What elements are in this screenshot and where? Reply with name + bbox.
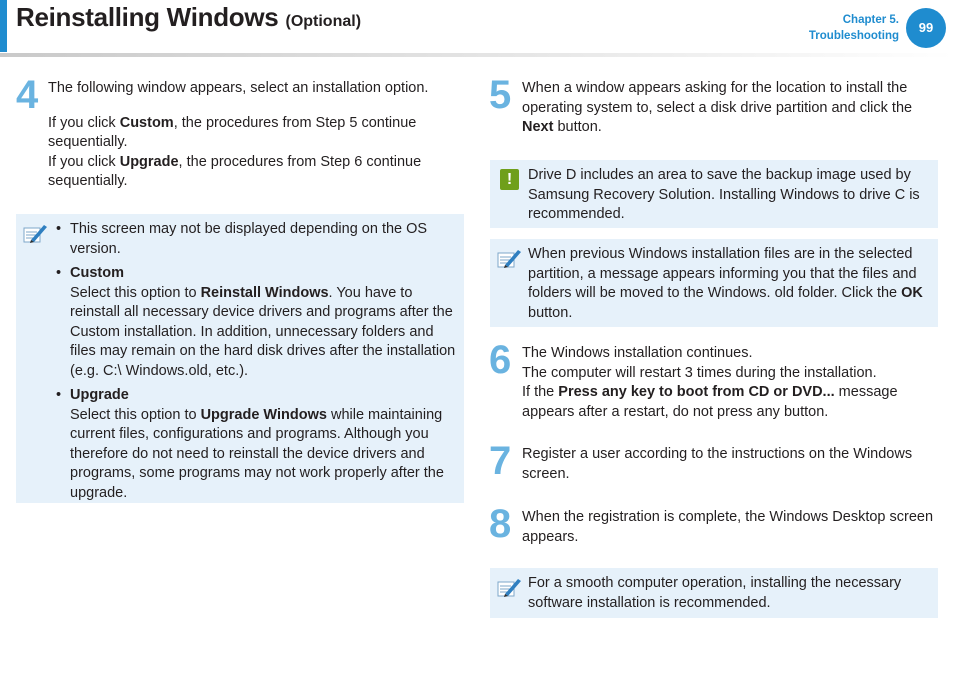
chapter-label (809, 12, 899, 44)
header-divider (0, 53, 954, 57)
step-5-text: When a window appears asking for the location to install the operating system to, select a disk drive partition and click the Next button. (522, 80, 913, 135)
page-title (16, 2, 362, 33)
page-title-main: Reinstalling Windows (16, 2, 279, 32)
header-accent-bar (0, 0, 7, 52)
chapter-number: Chapter 5. (842, 14, 899, 26)
note-bullet-os-version: • This screen may not be displayed depending on the OS version. (54, 220, 456, 259)
upgrade-option-title: Upgrade (70, 387, 129, 403)
pencil-note-icon (22, 222, 48, 246)
page-title-optional: (Optional) (285, 13, 362, 30)
step-6-text: The Windows installation continues. The computer will restart 3 times during the installation. If the Press any key to boot from CD or DVD... message appears after a restart, do not press any button. (522, 345, 898, 420)
step-number-8: 8 (489, 502, 512, 546)
note-box-previous-files (490, 239, 938, 327)
pencil-note-icon (496, 576, 522, 600)
warning-text: Drive D includes an area to save the backup image used by Samsung Recovery Solution. Installing Windows to drive C is recommended. (528, 167, 920, 222)
note-box-software (490, 568, 938, 618)
chapter-name: Troubleshooting (808, 30, 899, 42)
step-7-text: Register a user according to the instructions on the Windows screen. (522, 446, 913, 482)
exclamation-icon: ! (500, 169, 519, 190)
note-install-options-content (54, 220, 456, 508)
note-bullet-upgrade: • Upgrade Select this option to Upgrade Windows while maintaining current files, configurations and programs. Although you therefore do not need to reinstall the device drivers and programs, some programs may not work properly after the upgrade. (54, 386, 456, 503)
step-4-text (48, 79, 460, 192)
step-number-5: 5 (489, 73, 512, 117)
warning-box-drive-d (490, 160, 938, 228)
page-number-badge: 99 (906, 8, 946, 48)
step-8-text: When the registration is complete, the Windows Desktop screen appears. (522, 509, 934, 545)
step-number-6: 6 (489, 338, 512, 382)
step-number-7: 7 (489, 439, 512, 483)
pencil-note-icon (496, 247, 522, 271)
note-bullet-custom: • Custom Select this option to Reinstall Windows. You have to reinstall all necessary device drivers and programs after the Custom installation. In addition, unnecessary folders and files may remain on the hard disk drives after the installation (e.g. C:\ Windows.old, etc.). (54, 264, 456, 381)
step-4-intro: The following window appears, select an installation option. (48, 80, 429, 96)
note-previous-files-text: When previous Windows installation files are in the selected partition, a message appears informing you that the files and folders will be moved to the Windows. old folder. Click the OK button. (528, 246, 923, 321)
step-4-upgrade-line: If you click Upgrade, the procedures from Step 6 continue sequentially. (48, 153, 422, 189)
step-number-4: 4 (16, 73, 39, 117)
step-4-custom-line: If you click Custom, the procedures from Step 5 continue sequentially. (48, 114, 417, 150)
custom-option-title: Custom (70, 265, 124, 281)
note-box-install-options (16, 214, 464, 503)
note-software-text: For a smooth computer operation, installing the necessary software installation is recommended. (528, 575, 902, 611)
